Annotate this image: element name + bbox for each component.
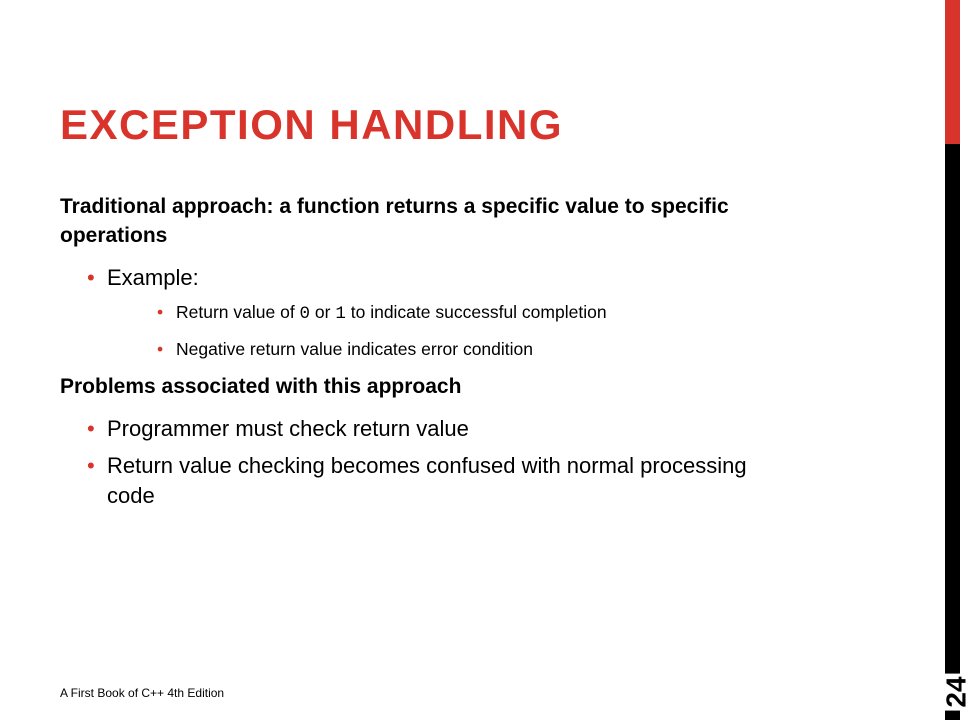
text-segment: Return value of: [176, 302, 300, 322]
bullet-dot: •: [87, 416, 95, 441]
slide-title: EXCEPTION HANDLING: [60, 101, 564, 148]
bullet-dot: •: [157, 339, 164, 359]
sidebar-accent-bar: [945, 0, 960, 144]
code-one: 1: [335, 304, 346, 324]
bullet-negative-return-text: Negative return value indicates error condition: [176, 339, 533, 359]
bullet-must-check: [60, 414, 820, 444]
text-segment: to indicate successful completion: [345, 302, 607, 322]
bullet-negative-return: [60, 338, 820, 360]
text-segment: or: [310, 302, 336, 322]
slide-number: 24: [943, 673, 971, 710]
bullet-must-check-text: Programmer must check return value: [107, 416, 469, 441]
slide-footer: A First Book of C++ 4th Edition: [60, 686, 225, 700]
bullet-confused: [60, 451, 787, 511]
bullet-dot: •: [157, 302, 164, 322]
bullet-confused-text: Return value checking becomes confused with normal processing code: [107, 453, 747, 508]
bullet-traditional-approach: Traditional approach: a function returns a specific value to specific operations: [60, 195, 729, 247]
code-zero: 0: [299, 304, 311, 324]
slide-body: [60, 192, 820, 511]
bullet-problems: Problems associated with this approach: [60, 375, 462, 398]
bullet-example: [60, 263, 820, 293]
bullet-example-text: Example:: [107, 265, 199, 290]
bullet-dot: •: [87, 265, 95, 290]
bullet-return-zero-one: [60, 301, 820, 325]
bullet-dot: •: [87, 453, 95, 478]
sidebar-dark-bar: [945, 144, 960, 720]
